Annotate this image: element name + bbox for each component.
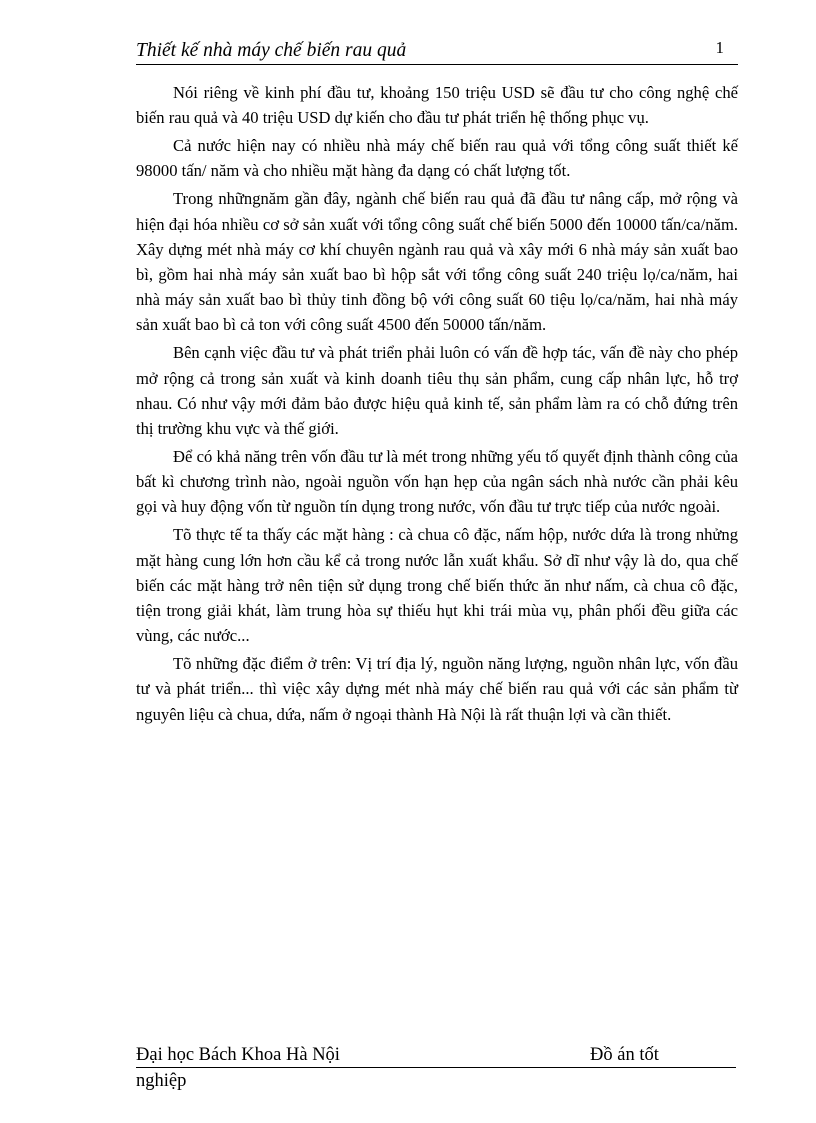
paragraph: Tõ thực tế ta thấy các mặt hàng : cà chua cô đặc, nấm hộp, nước dứa là trong nhửng mặt hàng cung lớn hơn cầu kể cả trong nước lẫn xuất khẩu. Sở dĩ như vậy là do, qua chế biến các mặt hàng trở nên tiện sử dụng trong chế biến thức ăn như nấm, cà chua cô đặc, tiện trong giải khát, làm trung hòa sự thiếu hụt khi trái mùa vụ, phân phối đều giữa các vùng, các nước...: [136, 525, 738, 646]
paragraph: Bên cạnh việc đầu tư và phát triển phải luôn có vấn đề hợp tác, vấn đề này cho phép mở rộng cả trong sản xuất và kinh doanh tiêu thụ sản phẩm, cung cấp nhân lực, hỗ trợ nhau. Có như vậy mới đảm bảo được hiệu quả kinh tế, sản phẩm làm ra có chỗ đứng trên thị trường khu vực và thế giới.: [136, 343, 738, 439]
footer-school: Đại học Bách Khoa Hà Nội: [136, 1045, 340, 1065]
page-footer: [136, 1043, 738, 1093]
page-header: [136, 38, 738, 65]
document-body: [136, 80, 738, 730]
paragraph: Cả nước hiện nay có nhiều nhà máy chế biến rau quả với tổng công suất thiết kế 98000 tấn/ năm và cho nhiều mặt hàng đa dạng có chất lượng tốt.: [136, 136, 738, 181]
footer-line: [136, 1043, 736, 1068]
paragraph: Nói riêng về kinh phí đầu tư, khoảng 150 triệu USD sẽ đầu tư cho công nghệ chế biến rau quả và 40 triệu USD dự kiến cho đầu tư phát triển hệ thống phục vụ.: [136, 83, 738, 128]
paragraph: Trong nhữngnăm gần đây, ngành chế biến rau quả đã đầu tư nâng cấp, mở rộng và hiện đại hóa nhiều cơ sở sản xuất với tổng công suất chế biến 5000 đến 10000 tấn/ca/năm. Xây dựng mét nhà máy cơ khí chuyên ngành rau quả và xây mới 6 nhà máy sản xuất bao bì, gồm hai nhà máy sản xuất bao bì hộp sắt với tổng công suất 240 triệu lọ/ca/năm, hai nhà máy sản xuất bao bì thủy tinh đồng bộ với công suất 60 tiệu lọ/ca/năm, hai nhà máy sản xuất bao bì cả ton với công suất 4500 đến 50000 tấn/năm.: [136, 189, 738, 335]
page-number: 1: [715, 38, 724, 57]
paragraph: Tõ những đặc điểm ở trên: Vị trí địa lý, nguồn năng lượng, nguồn nhân lực, vốn đầu tư và phát triển... thì việc xây dựng mét nhà máy chế biến rau quả với các sản phẩm từ nguyên liệu cà chua, dứa, nấm ở ngoại thành Hà Nội là rất thuận lợi và cần thiết.: [136, 654, 738, 724]
footer-project: Đồ án tốt: [590, 1045, 659, 1065]
paragraph: Để có khả năng trên vốn đầu tư là mét trong những yếu tố quyết định thành công của bất kì chương trình nào, ngoài nguồn vốn hạn hẹp của ngân sách nhà nước cần phải kêu gọi và huy động vốn từ nguồn tín dụng trong nước, vốn đầu tư trực tiếp của nước ngoài.: [136, 447, 738, 517]
header-title: Thiết kế nhà máy chế biến rau quả: [136, 40, 407, 61]
footer-project-continued: nghiệp: [136, 1071, 187, 1091]
